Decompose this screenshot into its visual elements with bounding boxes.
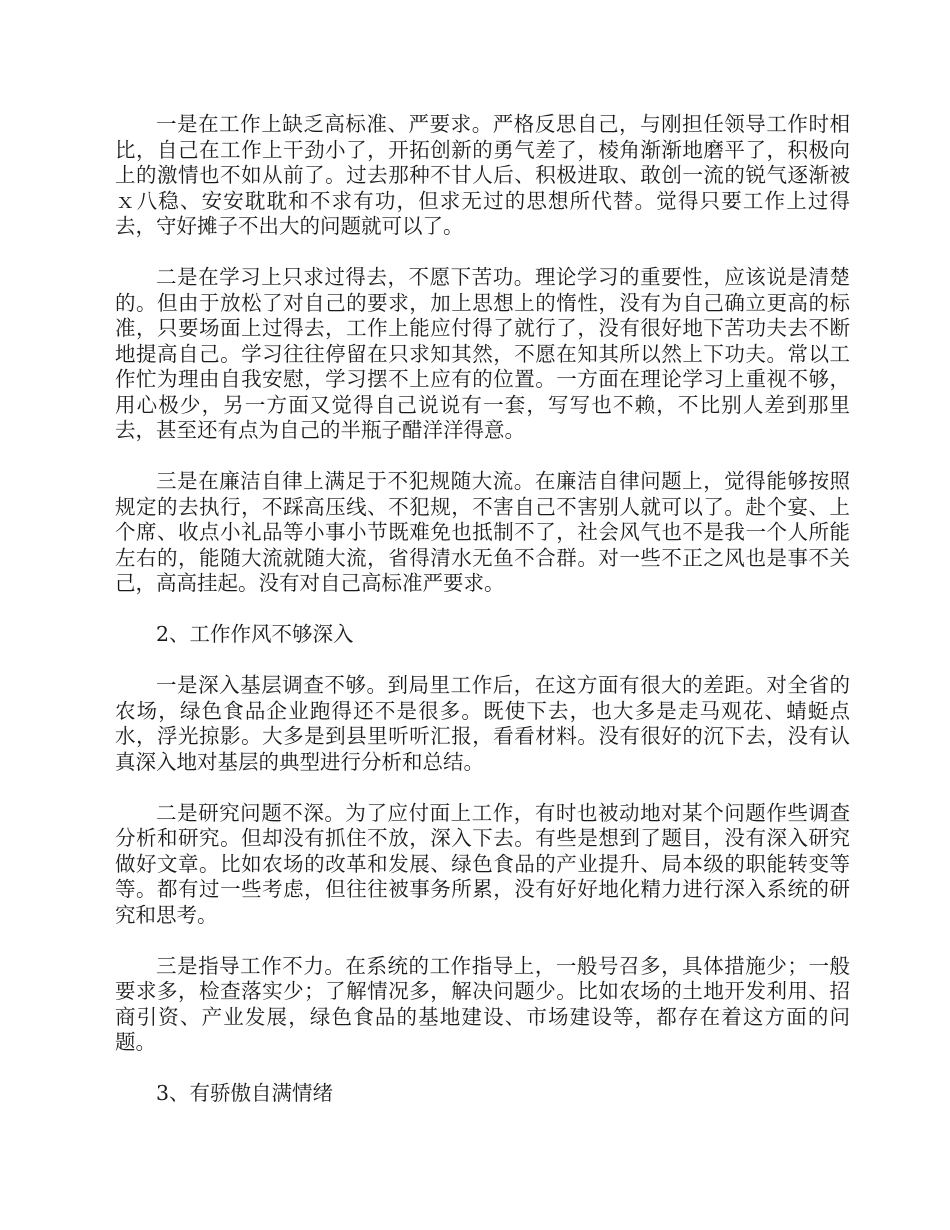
section-heading-work-style: 2、工作作风不够深入 bbox=[156, 622, 354, 646]
paragraph-integrity: 三是在廉洁自律上满足于不犯规随大流。在廉洁自律问题上，觉得能够按照规定的去执行，不踩高压线、不犯规，不害自己不害别人就可以了。赴个宴、上个席、收点小礼品等小事小节既难免也抵制不了，社会风气也不是我一个人所能左右的，能随大流就随大流，省得清水无鱼不合群。对一些不正之风也是事不关己，高高挂起。没有对自己高标准严要求。 bbox=[115, 469, 850, 595]
paragraph-grassroots-survey: 一是深入基层调查不够。到局里工作后，在这方面有很大的差距。对全省的农场，绿色食品企业跑得还不是很多。既使下去，也大多是走马观花、蜻蜓点水，浮光掠影。大多是到县里听听汇报，看看材料。没有很好的沉下去，没有认真深入地对基层的典型进行分析和总结。 bbox=[115, 673, 850, 774]
paragraph-guidance: 三是指导工作不力。在系统的工作指导上，一般号召多，具体措施少；一般要求多，检查落实少；了解情况多，解决问题少。比如农场的土地开发利用、招商引资、产业发展，绿色食品的基地建设、市场建设等，都存在着这方面的问题。 bbox=[115, 953, 850, 1054]
paragraph-work-standards: 一是在工作上缺乏高标准、严要求。严格反思自己，与刚担任领导工作时相比，自己在工作上干劲小了，开拓创新的勇气差了，棱角渐渐地磨平了，积极向上的激情也不如从前了。过去那种不甘人后、积极进取、敢创一流的锐气逐渐被ｘ八稳、安安耽耽和不求有功，但求无过的思想所代替。觉得只要工作上过得去，守好摊子不出大的问题就可以了。 bbox=[115, 112, 850, 238]
paragraph-study: 二是在学习上只求过得去，不愿下苦功。理论学习的重要性，应该说是清楚的。但由于放松了对自己的要求，加上思想上的惰性，没有为自己确立更高的标准，只要场面上过得去，工作上能应付得了就行了，没有很好地下苦功夫去不断地提高自己。学习往往停留在只求知其然，不愿在知其所以然上下功夫。常以工作忙为理由自我安慰，学习摆不上应有的位置。一方面在理论学习上重视不够，用心极少，另一方面又觉得自己说说有一套，写写也不赖，不比别人差到那里去，甚至还有点为自己的半瓶子醋洋洋得意。 bbox=[115, 265, 850, 442]
document-body bbox=[115, 112, 850, 1132]
paragraph-research: 二是研究问题不深。为了应付面上工作，有时也被动地对某个问题作些调查分析和研究。但却没有抓住不放，深入下去。有些是想到了题目，没有深入研究做好文章。比如农场的改革和发展、绿色食品的产业提升、局本级的职能转变等等。都有过一些考虑，但往往被事务所累，没有好好地化精力进行深入系统的研究和思考。 bbox=[115, 800, 850, 927]
section-heading-complacency: 3、有骄傲自满情绪 bbox=[156, 1081, 334, 1105]
